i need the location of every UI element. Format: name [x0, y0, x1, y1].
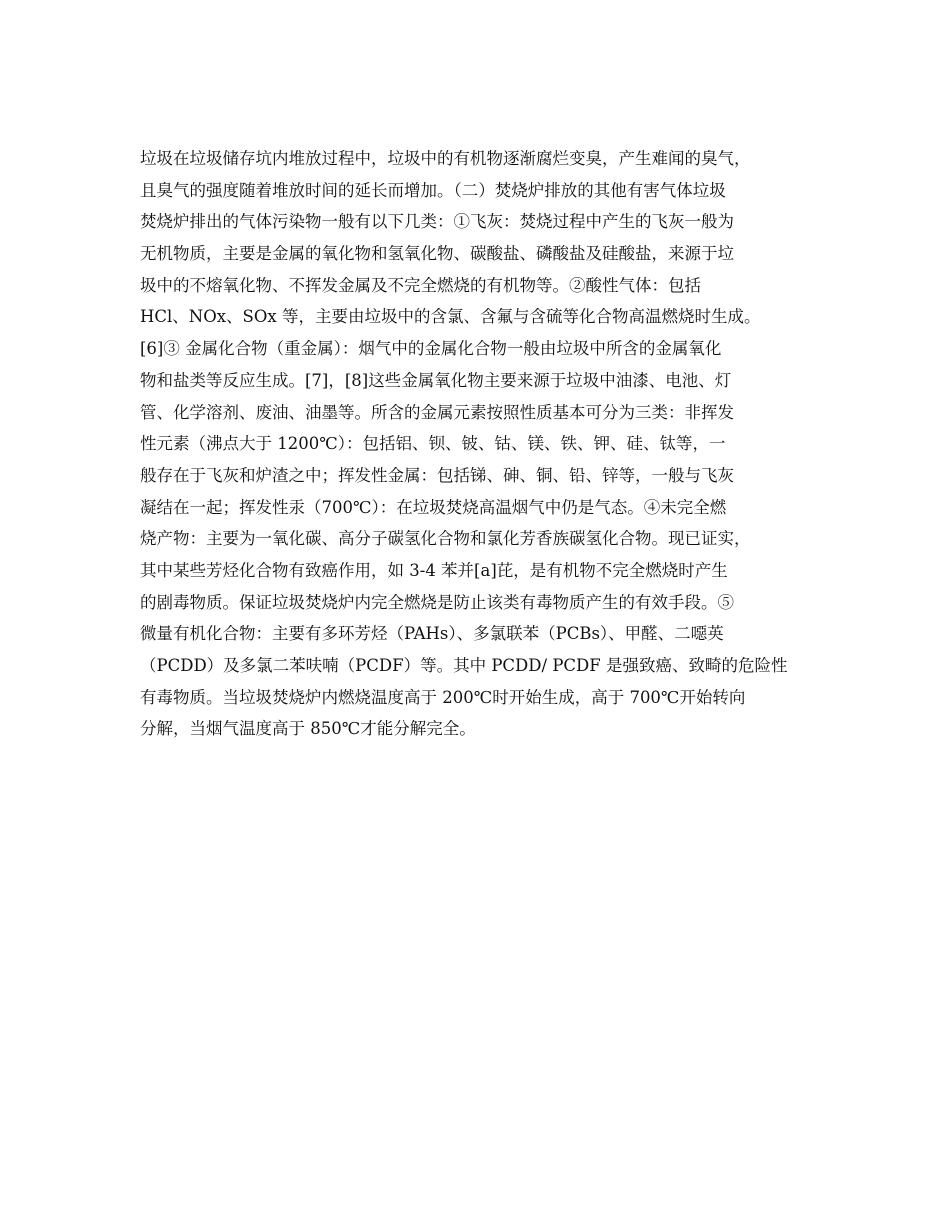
text-line: （PCDD）及多氯二苯呋喃（PCDF）等。其中 PCDD/ PCDF 是强致癌、致畸的危险性	[140, 656, 788, 675]
text-line: 无机物质，主要是金属的氧化物和氢氧化物、碳酸盐、磷酸盐及硅酸盐，来源于垃	[140, 244, 734, 264]
text-line: 般存在于飞灰和炉渣之中；挥发性金属：包括锑、砷、铜、铅、锌等，一般与飞灰	[140, 465, 734, 485]
text-line: 焚烧炉排出的气体污染物一般有以下几类：①飞灰：焚烧过程中产生的飞灰一般为	[140, 212, 734, 232]
text-line: HCl、NOx、SOx 等，主要由垃圾中的含氯、含氟与含硫等化合物高温燃烧时生成。	[140, 307, 761, 327]
text-line: 且臭气的强度随着堆放时间的延长而增加。（二）焚烧炉排放的其他有害气体垃圾	[140, 180, 726, 200]
text-line: 管、化学溶剂、废油、油墨等。所含的金属元素按照性质基本可分为三类：非挥发	[140, 402, 734, 422]
text-line: 有毒物质。当垃圾焚烧炉内燃烧温度高于 200℃时开始生成，高于 700℃开始转向	[140, 687, 746, 707]
text-line: 的剧毒物质。保证垃圾焚烧炉内完全燃烧是防止该类有毒物质产生的有效手段。⑤	[140, 592, 734, 612]
body-paragraph	[140, 143, 830, 745]
text-line: 物和盐类等反应生成。[7]，[8]这些金属氧化物主要来源于垃圾中油漆、电池、灯	[140, 370, 732, 390]
text-line: [6]③ 金属化合物（重金属）：烟气中的金属化合物一般由垃圾中所含的金属氧化	[140, 339, 722, 359]
text-line: 性元素（沸点大于 1200℃）：包括铝、钡、铍、钴、镁、铁、钾、硅、钛等，一	[140, 434, 726, 454]
text-line: 垃圾在垃圾储存坑内堆放过程中，垃圾中的有机物逐渐腐烂变臭，产生难闻的臭气，	[140, 149, 751, 168]
text-line: 圾中的不熔氧化物、不挥发金属及不完全燃烧的有机物等。②酸性气体：包括	[140, 275, 701, 295]
text-line: 凝结在一起；挥发性汞（700℃）：在垃圾焚烧高温烟气中仍是气态。④未完全燃	[140, 497, 727, 517]
text-line: 烧产物：主要为一氧化碳、高分子碳氢化合物和氯化芳香族碳氢化合物。现已证实，	[140, 529, 751, 549]
text-line: 微量有机化合物：主要有多环芳烃（PAHs）、多氯联苯（PCBs）、甲醛、二噁英	[140, 624, 724, 644]
text-line: 分解，当烟气温度高于 850℃才能分解完全。	[140, 719, 476, 739]
text-line: 其中某些芳烃化合物有致癌作用，如 3-4 苯并[a]芘，是有机物不完全燃烧时产生	[140, 560, 728, 580]
